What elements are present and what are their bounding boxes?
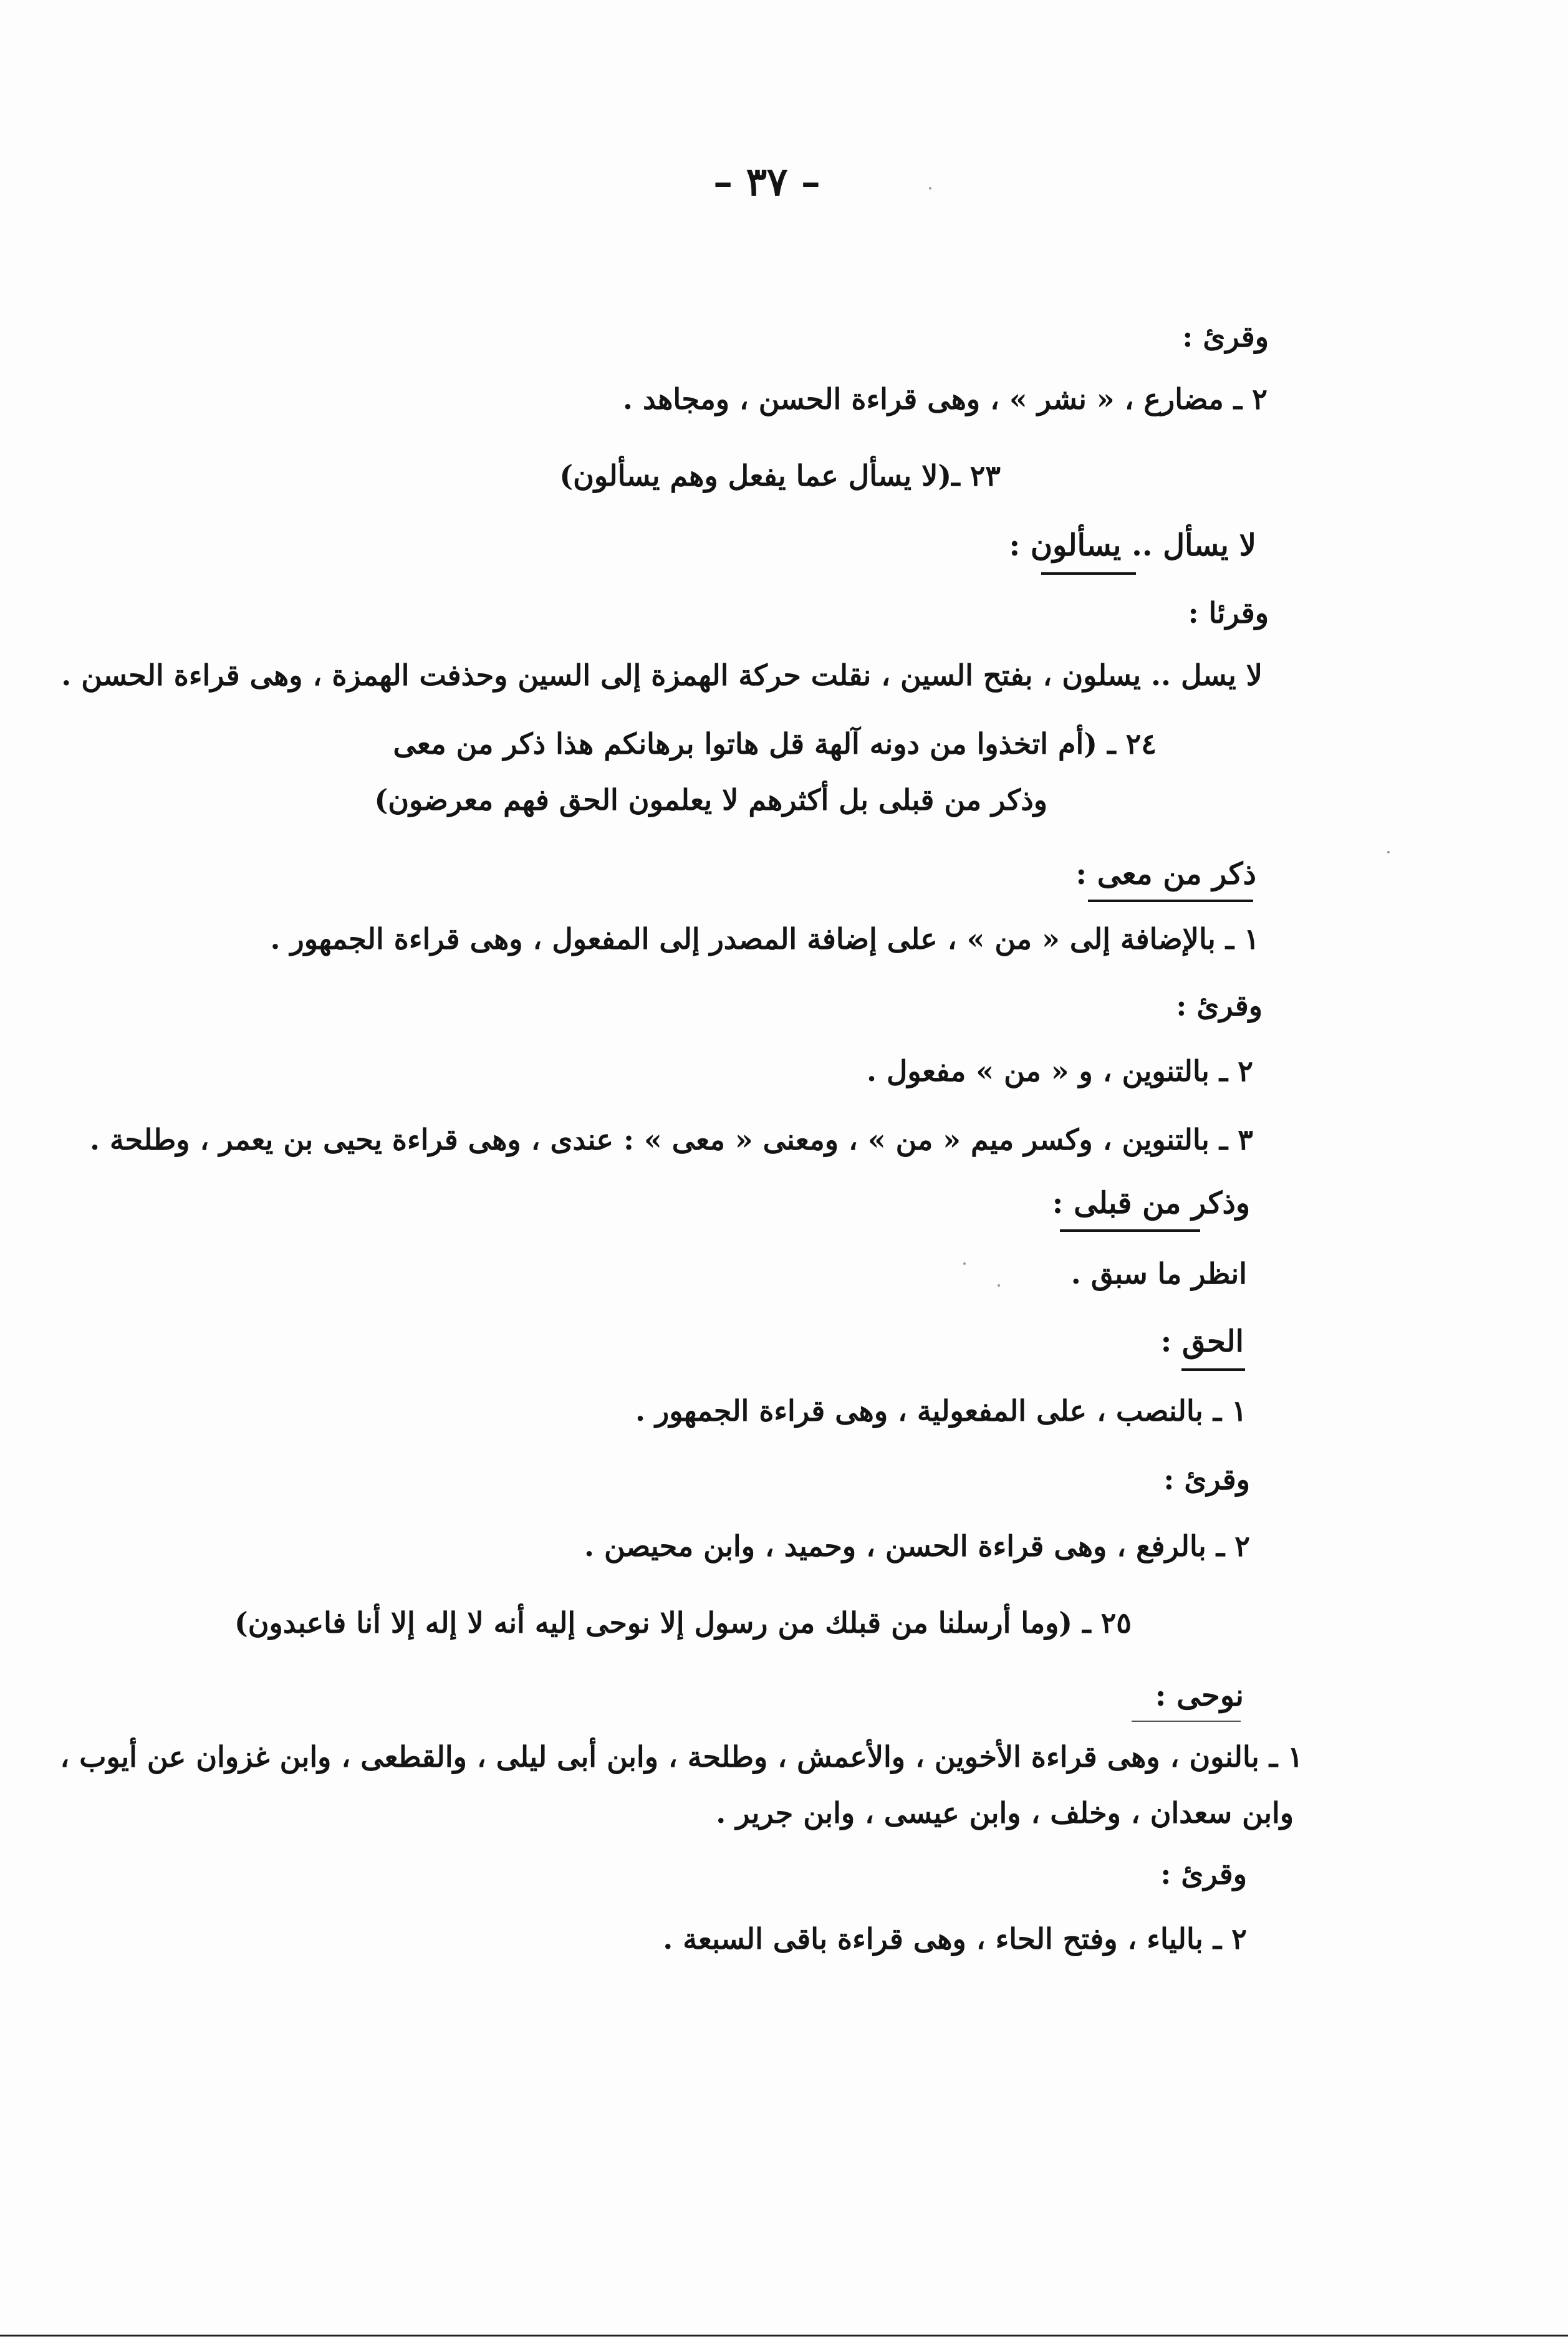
- verse-24-line-1: ٢٤ ـ (أم اتخذوا من دونه آلهة قل هاتوا برهانكم هذا ذكر من معى: [393, 727, 1157, 761]
- reading-item-1-nasb: ١ ـ بالنصب ، على المفعولية ، وهى قراءة الجمهور .: [635, 1394, 1247, 1428]
- reading-item-2-mudari: ٢ ـ مضارع ، « نشر » ، وهى قراءة الحسن ، ومجاهد .: [622, 382, 1267, 416]
- heading-nuhi: نوحى :: [1155, 1678, 1244, 1713]
- reading-item-1-nun-line-1: ١ ـ بالنون ، وهى قراءة الأخوين ، والأعمش ، وطلحة ، وابن أبى ليلى ، والقطعى ، وابن غزوان عن أيوب ،: [60, 1740, 1303, 1774]
- page-number: – ٣٧ –: [713, 159, 820, 204]
- heading-la-yusal-yusalun: لا يسأل .. يسألون :: [1009, 528, 1256, 563]
- see-previous: انظر ما سبق .: [1070, 1257, 1247, 1290]
- reading-item-3-tanwin-kasr: ٣ ـ بالتنوين ، وكسر ميم « من » ، ومعنى « معى » : عندى ، وهى قراءة يحيى بن يعمر ، وطلحة .: [90, 1123, 1253, 1156]
- heading-al-haqq: الحق :: [1160, 1324, 1244, 1359]
- verse-25: ٢٥ ـ (وما أرسلنا من قبلك من رسول إلا نوحى إليه أنه لا إله إلا أنا فاعبدون): [234, 1606, 1132, 1640]
- label-waqurie-3: وقرئ :: [1163, 1462, 1250, 1496]
- reading-item-2-raf: ٢ ـ بالرفع ، وهى قراءة الحسن ، وحميد ، وابن محيصن .: [584, 1529, 1250, 1563]
- reading-item-1-idafa: ١ ـ بالإضافة إلى « من » ، على إضافة المصدر إلى المفعول ، وهى قراءة الجمهور .: [270, 922, 1259, 956]
- label-waqurie-1: وقرئ :: [1182, 320, 1269, 353]
- scan-speck: [1387, 851, 1390, 853]
- heading-wadhikru-man-qabli: وذكر من قبلى :: [1052, 1186, 1250, 1221]
- reading-item-1-nun-line-2: وابن سعدان ، وخلف ، وابن عيسى ، وابن جرير .: [716, 1796, 1294, 1830]
- label-waqureea: وقرئا :: [1188, 596, 1269, 630]
- heading-dhikru-man-maiya: ذكر من معى :: [1075, 857, 1256, 891]
- heading-underline: [1181, 1368, 1245, 1371]
- heading-underline: [1088, 900, 1253, 902]
- scan-speck: [998, 1284, 1000, 1287]
- label-waqurie-2: وقرئ :: [1176, 989, 1263, 1022]
- reading-item-2-tanwin: ٢ ـ بالتنوين ، و « من » مفعول .: [866, 1054, 1253, 1088]
- verse-24-line-2: وذكر من قبلى بل أكثرهم لا يعلمون الحق فهم معرضون): [374, 783, 1047, 817]
- scan-speck: [963, 1262, 966, 1265]
- heading-underline: [1041, 572, 1136, 575]
- label-waqurie-4: وقرئ :: [1160, 1857, 1247, 1891]
- reading-item-2-ya: ٢ ـ بالياء ، وفتح الحاء ، وهى قراءة باقى السبعة .: [663, 1922, 1247, 1956]
- heading-underline: [1132, 1721, 1241, 1722]
- verse-23: ٢٣ ـ(لا يسأل عما يفعل وهم يسألون): [559, 459, 1001, 492]
- heading-underline: [1060, 1229, 1200, 1232]
- page-bottom-edge: [0, 2335, 1568, 2337]
- reading-la-yasal: لا يسل .. يسلون ، بفتح السين ، نقلت حركة الهمزة إلى السين وحذفت الهمزة ، وهى قراءة الحسن .: [61, 658, 1263, 692]
- scan-speck: [929, 187, 931, 190]
